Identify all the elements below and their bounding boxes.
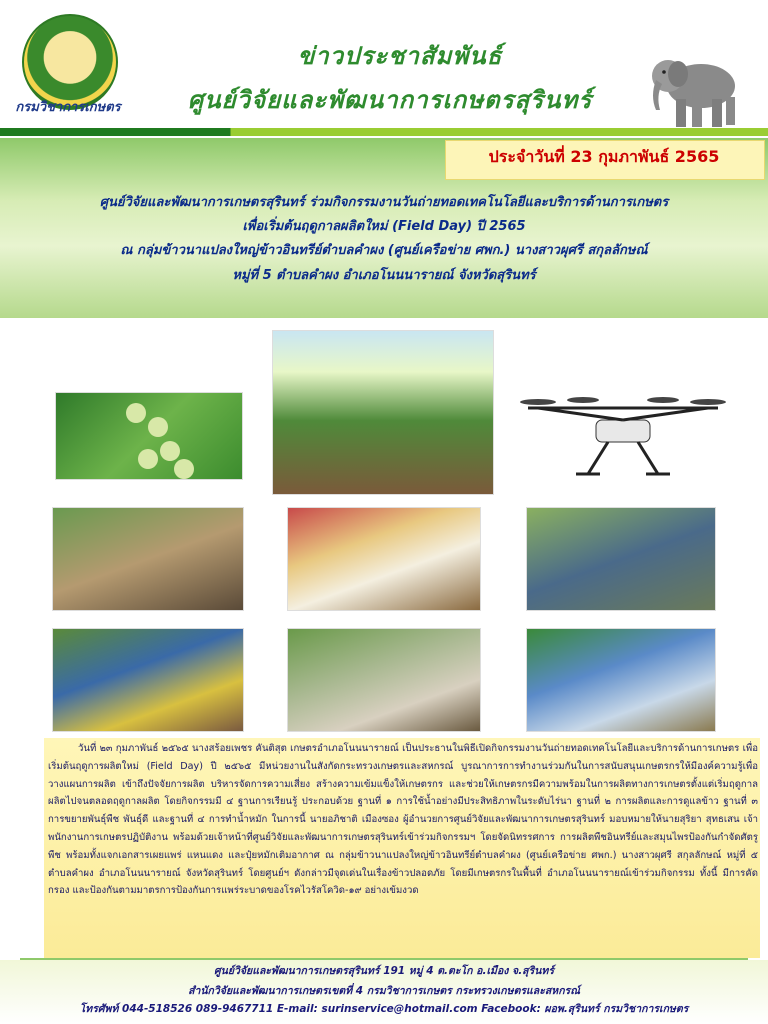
field-photo (287, 628, 481, 732)
logo-text: กรมวิชาการเกษตร (15, 100, 121, 115)
headline-line-3: ณ กลุ่มข้าวนาแปลงใหญ่ข้าวอินทรีย์ตำบลคำผง (ศูนย์เครือข่าย ศพก.) นางสาวผุศรี สกุลลักษณ์ (120, 243, 648, 258)
header-divider (0, 128, 768, 136)
opening-ceremony-photo (272, 330, 494, 495)
fertilizer-photo (526, 628, 716, 732)
vegetables-photo (55, 392, 243, 480)
release-date: ประจำวันที่ 23 กุมภาพันธ์ 2565 (488, 147, 720, 166)
center-name-title: ศูนย์วิจัยและพัฒนาการเกษตรสุรินทร์ (187, 86, 593, 114)
headline-line-4: หมู่ที่ 5 ตำบลคำผง อำเภอโนนนารายณ์ จังหวัดสุรินทร์ (232, 268, 536, 283)
press-release-title: ข่าวประชาสัมพันธ์ (297, 42, 503, 70)
elephant-icon (646, 44, 746, 134)
footer-contact: โทรศัพท์ 044-518526 089-9467711 E-mail: surinservice@hotmail.com Facebook: ผอพ.สุรินทร์ กรมวิชาการเกษตร (79, 1003, 689, 1015)
headline-line-1: ศูนย์วิจัยและพัฒนาการเกษตรสุรินทร์ ร่วมกิจกรรมงานวันถ่ายทอดเทคโนโลยีและบริการด้านการเกษตร (99, 195, 669, 210)
activity-photo-1 (52, 507, 244, 611)
footer-organization: สำนักวิจัยและพัฒนาการเกษตรเขตที่ 4 กรมวิชาการเกษตร กระทรวงเกษตรและสหกรณ์ (188, 985, 580, 997)
exhibition-photo (287, 507, 481, 611)
footer-address: ศูนย์วิจัยและพัฒนาการเกษตรสุรินทร์ 191 หมู่ 4 ต.ตะโก อ.เมือง จ.สุรินทร์ (214, 965, 554, 977)
news-body-text: วันที่ ๒๓ กุมภาพันธ์ ๒๕๖๕ นางสร้อยเพชร คันติสุต เกษตรอำเภอโนนนารายณ์ เป็นประธานในพิธีเปิดกิจกรรมงานวันถ่ายทอดเทคโนโลยีและบริการด้านการเกษตร เพื่อเริ่มต้นฤดูการผลิตใหม่ (Field Day) ปี ๒๕๖๕ มีหน่วยงานในสังกัดกระทรวงเกษตรและสหกรณ์ บูรณาการการทำงานร่วมกันในการสนับสนุนเกษตรกรให้มีองค์ความรู้เพื่อวางแผนการผลิต เข้าถึงปัจจัยการผลิต บริหารจัดการความเสี่ยง สร้างความเข้มแข็งให้เกษตรกร และช่วยให้เกษตรกรมีความพร้อมในการผลิตทางการเกษตรตั้งแต่เริ่มฤดูกาลผลิตไปจนตลอดฤดูกาลผลิต โดยกิจกรรมมี ๔ ฐานการเรียนรู้ ประกอบด้วย ฐานที่ ๑ การใช้น้ำอย่างมีประสิทธิภาพในระดับไร่นา ฐานที่ ๒ การผลิตและการดูแลข้าว ฐานที่ ๓ การขยายพันธุ์พืช พันธุ์ดี และฐานที่ ๔ การทำน้ำหมัก ในการนี้ นายอภิชาติ เมืองซอง ผู้อำนวยการศูนย์วิจัยและพัฒนาการเกษตรสุรินทร์ มอบหมายให้นายสุริยา สุทธเสน เจ้าพนักงานการเกษตรปฏิบัติงาน พร้อมด้วยเจ้าหน้าที่ศูนย์วิจัยและพัฒนาการเกษตรสุรินทร์เข้าร่วมกิจกรรมฯ โดยจัดนิทรรศการ การผลิตพืชอินทรีย์และสมุนไพรป้องกันกำจัดศัตรูพืช พร้อมทั้งแจกเอกสารเผยแพร่ แหนแดง และปุ๋ยหมักเติมอากาศ ณ กลุ่มข้าวนาแปลงใหญ่ข้าวอินทรีย์ตำบลคำผง (ศูนย์เครือข่าย ศพก.) นางสาวผุศรี สกุลลักษณ์ หมู่ที่ ๕ ตำบลคำผง อำเภอโนนนารายณ์ จังหวัดสุรินทร์ โดยศูนย์ฯ ดังกล่าวมีจุดเด่นในเรื่องข้าวปลอดภัย โดยมีเกษตรกรในพื้นที่ อำเภอโนนนารายณ์เข้าร่วมกิจกรรม ทั้งนี้ มีการคัดกรอง และป้องกันตามมาตรการป้องกันการแพร่ระบาดของโรคไวรัสโควิด-๑๙ อย่างเข้มงวด (48, 743, 758, 897)
activity-photo-2 (52, 628, 244, 732)
audience-photo (526, 507, 716, 611)
headline-line-2: เพื่อเริ่มต้นฤดูกาลผลิตใหม่ (Field Day) ปี 2565 (242, 219, 526, 234)
agricultural-drone-icon (518, 390, 728, 480)
